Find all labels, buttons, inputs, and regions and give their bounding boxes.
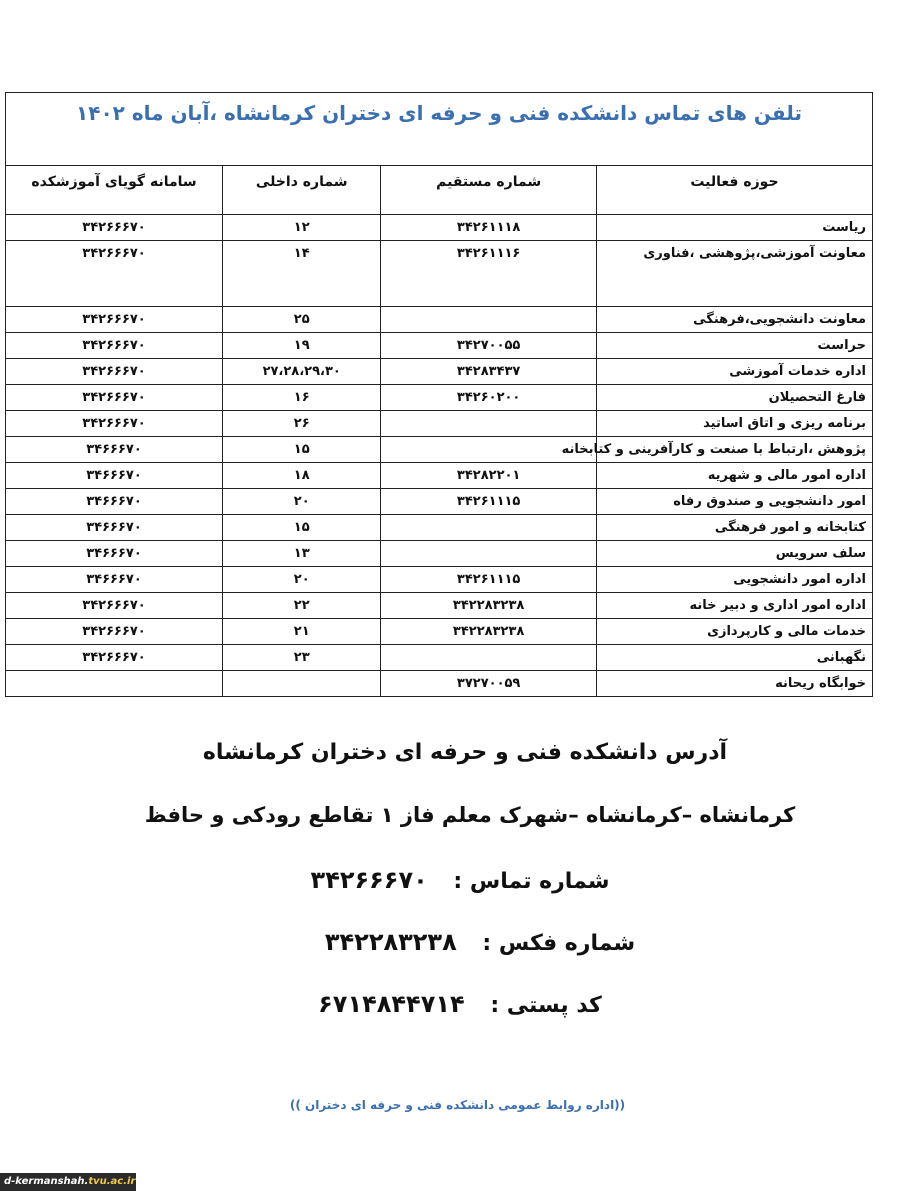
table-row	[6, 567, 872, 593]
cell-system: ۳۴۲۶۶۶۷۰	[6, 307, 223, 333]
cell-internal: ۲۰	[223, 567, 381, 593]
cell-direct: ۳۴۲۸۳۴۳۷	[381, 359, 596, 385]
cell-activity: امور دانشجویی و صندوق رفاه	[596, 489, 872, 515]
cell-internal: ۱۵	[223, 437, 381, 463]
contacts-table	[6, 166, 872, 696]
table-row	[6, 215, 872, 241]
table-row	[6, 411, 872, 437]
cell-internal: ۱۶	[223, 385, 381, 411]
cell-activity: برنامه ریزی و اتاق اساتید	[596, 411, 872, 437]
cell-system: ۳۴۲۶۶۶۷۰	[6, 333, 223, 359]
table-row	[6, 645, 872, 671]
table-row	[6, 385, 872, 411]
cell-internal: ۲۵	[223, 307, 381, 333]
cell-internal: ۱۳	[223, 541, 381, 567]
cell-internal: ۲۲	[223, 593, 381, 619]
cell-activity: معاونت دانشجویی،فرهنگی	[596, 307, 872, 333]
cell-activity: خدمات مالی و کارپردازی	[596, 619, 872, 645]
cell-internal: ۲۳	[223, 645, 381, 671]
table-row	[6, 241, 872, 307]
watermark-highlight: tvu.ac.ir	[88, 1176, 136, 1187]
cell-direct: ۳۴۲۸۲۲۰۱	[381, 463, 596, 489]
table-title-row	[6, 93, 872, 166]
cell-activity: سلف سرویس	[596, 541, 872, 567]
watermark-prefix: d-kermanshah.	[4, 1176, 89, 1187]
table-row	[6, 489, 872, 515]
table-body	[6, 215, 872, 697]
table-row	[6, 671, 872, 697]
table-row	[6, 307, 872, 333]
footer-note: ((اداره روابط عمومی دانشکده فنی و حرفه ای دختران ))	[289, 1098, 626, 1112]
address-postal	[20, 990, 900, 1018]
phone-value: ۳۴۲۶۶۶۷۰	[310, 866, 428, 894]
cell-system: ۳۴۲۶۶۶۷۰	[6, 385, 223, 411]
address-line: کرمانشاه –کرمانشاه –شهرک معلم فاز ۱ تقاطع رودکی و حافظ	[144, 803, 796, 827]
cell-internal	[223, 671, 381, 697]
cell-system: ۳۴۲۶۶۶۷۰	[6, 645, 223, 671]
cell-system: ۳۴۲۶۶۶۷۰	[6, 411, 223, 437]
phone-label: شماره تماس :	[453, 869, 610, 894]
header-activity: حوزه فعالیت	[596, 166, 872, 215]
cell-system: ۳۴۲۶۶۶۷۰	[6, 241, 223, 307]
header-internal: شماره داخلی	[223, 166, 381, 215]
cell-system: ۳۴۲۶۶۶۷۰	[6, 215, 223, 241]
cell-direct: ۳۴۲۷۰۰۵۵	[381, 333, 596, 359]
cell-system: ۳۴۶۶۶۷۰	[6, 489, 223, 515]
postal-label: کد پستی :	[490, 993, 602, 1018]
cell-system: ۳۴۲۶۶۶۷۰	[6, 593, 223, 619]
cell-direct: ۳۷۲۷۰۰۵۹	[381, 671, 596, 697]
cell-internal: ۱۸	[223, 463, 381, 489]
cell-internal: ۲۷،۲۸،۲۹،۳۰	[223, 359, 381, 385]
cell-internal: ۱۹	[223, 333, 381, 359]
cell-activity: اداره امور دانشجویی	[596, 567, 872, 593]
address-title: آدرس دانشکده فنی و حرفه ای دختران کرمانشاه	[202, 740, 728, 765]
cell-direct: ۳۴۲۲۸۳۲۳۸	[381, 619, 596, 645]
cell-direct: ۳۴۲۶۱۱۱۵	[381, 567, 596, 593]
cell-system	[6, 671, 223, 697]
page-title: تلفن های تماس دانشکده فنی و حرفه ای دختران کرمانشاه ،آبان ماه ۱۴۰۲	[76, 101, 802, 125]
cell-activity: اداره امور اداری و دبیر خانه	[596, 593, 872, 619]
cell-direct: ۳۴۲۶۱۱۱۵	[381, 489, 596, 515]
cell-system: ۳۴۶۶۶۷۰	[6, 567, 223, 593]
cell-system: ۳۴۶۶۶۷۰	[6, 437, 223, 463]
cell-system: ۳۴۶۶۶۷۰	[6, 541, 223, 567]
cell-activity: ریاست	[596, 215, 872, 241]
table-row	[6, 333, 872, 359]
fax-label: شماره فکس :	[482, 931, 636, 956]
header-direct: شماره مستقیم	[381, 166, 596, 215]
cell-system: ۳۴۶۶۶۷۰	[6, 463, 223, 489]
cell-activity: حراست	[596, 333, 872, 359]
table-row	[6, 593, 872, 619]
cell-internal: ۲۰	[223, 489, 381, 515]
cell-direct	[381, 515, 596, 541]
cell-internal: ۱۴	[223, 241, 381, 307]
address-fax	[60, 928, 900, 956]
cell-internal: ۲۶	[223, 411, 381, 437]
table-row	[6, 619, 872, 645]
table-header-row	[6, 166, 872, 215]
cell-activity: اداره امور مالی و شهریه	[596, 463, 872, 489]
cell-direct: ۳۴۲۶۰۲۰۰	[381, 385, 596, 411]
cell-activity: کتابخانه و امور فرهنگی	[596, 515, 872, 541]
cell-direct: ۳۴۲۶۱۱۱۸	[381, 215, 596, 241]
cell-activity: اداره خدمات آموزشی	[596, 359, 872, 385]
table-row	[6, 359, 872, 385]
cell-activity: خوابگاه ریحانه	[596, 671, 872, 697]
cell-internal: ۲۱	[223, 619, 381, 645]
table-row	[6, 437, 872, 463]
cell-direct	[381, 307, 596, 333]
cell-activity: فارغ التحصیلان	[596, 385, 872, 411]
cell-system: ۳۴۲۶۶۶۷۰	[6, 619, 223, 645]
site-watermark	[0, 1173, 136, 1191]
table-row	[6, 515, 872, 541]
address-phone	[20, 866, 900, 894]
table-row	[6, 541, 872, 567]
cell-direct: ۳۴۲۶۱۱۱۶	[381, 241, 596, 307]
header-system: سامانه گویای آموزشکده	[6, 166, 223, 215]
cell-activity: معاونت آموزشی،پژوهشی ،فناوری	[596, 241, 872, 307]
fax-value: ۳۴۲۲۸۳۲۳۸	[324, 928, 457, 956]
cell-direct	[381, 541, 596, 567]
cell-internal: ۱۵	[223, 515, 381, 541]
cell-system: ۳۴۲۶۶۶۷۰	[6, 359, 223, 385]
cell-activity: پژوهش ،ارتباط با صنعت و کارآفرینی و کتابخانه	[596, 437, 872, 463]
cell-internal: ۱۲	[223, 215, 381, 241]
cell-activity: نگهبانی	[596, 645, 872, 671]
cell-system: ۳۴۶۶۶۷۰	[6, 515, 223, 541]
table-row	[6, 463, 872, 489]
cell-direct	[381, 645, 596, 671]
cell-direct	[381, 411, 596, 437]
contacts-table-box	[5, 92, 873, 697]
postal-value: ۶۷۱۴۸۴۴۷۱۴	[318, 990, 465, 1018]
cell-direct: ۳۴۲۲۸۳۲۳۸	[381, 593, 596, 619]
